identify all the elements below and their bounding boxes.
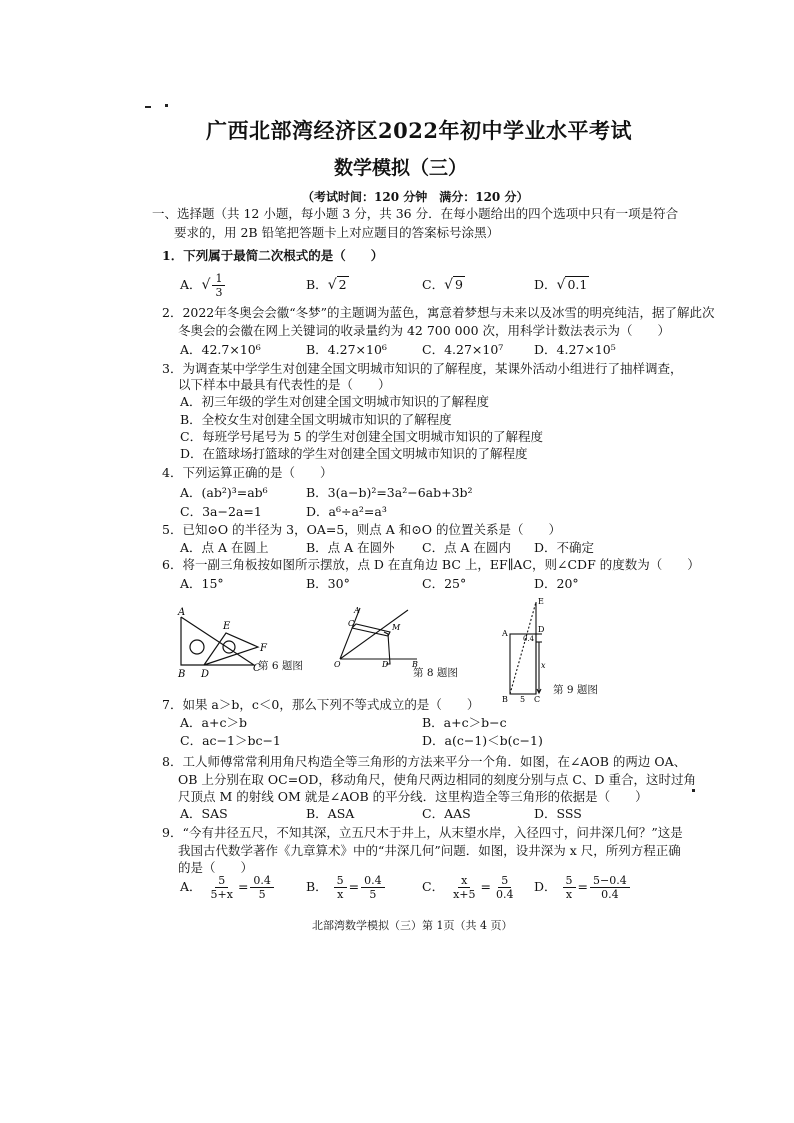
figure-8 xyxy=(332,604,422,669)
question-3-option-c: C．每班学号尾号为 5 的学生对创建全国文明城市知识的了解程度 xyxy=(180,429,543,444)
label-5: 5 xyxy=(520,695,526,704)
label-b: B xyxy=(178,669,186,680)
question-2-stem: 2．2022年冬奥会会徽“冬梦”的主题调为蓝色，寓意着梦想与未来以及冰雪的明亮纯洁，据了解此次 xyxy=(162,305,715,320)
question-9-stem: 的是（ ） xyxy=(178,860,254,875)
label-e: E xyxy=(223,621,231,632)
question-6-option-a: A．15° xyxy=(180,576,224,591)
question-2-option-a: A．42.7×10⁶ xyxy=(180,342,261,357)
question-4-option-d: D．a⁶÷a²=a³ xyxy=(306,504,387,519)
label-e: E xyxy=(538,597,544,606)
question-1-option-c: C．√ 9 xyxy=(422,277,463,293)
triangle-hole xyxy=(190,640,204,654)
scan-mark xyxy=(692,789,695,792)
question-3-option-b: B．全校女生对创建全国文明城市知识的了解程度 xyxy=(180,412,452,427)
question-6-option-c: C．25° xyxy=(422,576,467,591)
question-2-option-c: C．4.27×10⁷ xyxy=(422,342,504,357)
question-8-option-c: C．AAS xyxy=(422,806,471,821)
ray-om xyxy=(340,610,408,659)
question-4-option-b: B．3(a−b)²=3a²−6ab+3b² xyxy=(306,485,473,500)
well xyxy=(510,634,536,694)
question-5-option-b: B．点 A 在圆外 xyxy=(306,540,395,555)
section-heading: 要求的，用 2B 铅笔把答题卡上对应题目的答案标号涂黑） xyxy=(174,225,500,240)
question-9-option-c: C． $\frac{x}{x+5}$ = $\frac{5}{0.4}$ xyxy=(422,874,514,901)
label-m: M xyxy=(392,623,401,632)
question-7-option-c: C．ac−1＞bc−1 xyxy=(180,733,281,748)
question-7-stem: 7．如果 a＞b，c＜0，那么下列不等式成立的是（ ） xyxy=(162,697,480,712)
label-f: F xyxy=(260,643,267,654)
label-x: x xyxy=(541,661,546,670)
question-9-stem: 9．“今有井径五尺，不知其深，立五尺木于井上，从末望水岸，入径四寸，问井深几何？”这是 xyxy=(162,825,683,840)
question-2-option-d: D．4.27×10⁵ xyxy=(534,342,616,357)
question-1-option-b: B．√ 2 xyxy=(306,277,347,293)
question-8-option-a: A．SAS xyxy=(180,806,228,821)
question-6-option-b: B．30° xyxy=(306,576,350,591)
scan-mark xyxy=(165,104,168,107)
exam-info: （考试时间：120 分钟 满分：120 分） xyxy=(302,190,529,204)
question-3-option-d: D．在篮球场打篮球的学生对创建全国文明城市知识的了解程度 xyxy=(180,446,528,461)
scan-mark xyxy=(145,106,151,108)
question-3-stem: 以下样本中最具有代表性的是（ ） xyxy=(178,377,391,392)
question-6-stem: 6．将一副三角板按如图所示摆放，点 D 在直角边 BC 上，EF∥AC，则∠CDF 的度数为（ ） xyxy=(162,557,700,572)
label-c: C xyxy=(348,619,355,628)
label-d: D xyxy=(538,625,545,634)
figure-9-caption: 第 9 题图 xyxy=(553,684,598,696)
question-8-stem: 尺顶点 M 的射线 OM 就是∠AOB 的平分线．这里构造全等三角形的依据是（ ） xyxy=(178,789,648,804)
question-2-stem: 冬奥会的会徽在网上关键词的收录量约为 42 700 000 次，用科学计数法表示为（ ） xyxy=(178,323,671,338)
question-1-option-d: D．√ 0.1 xyxy=(534,277,588,293)
question-1-stem: 1．下列属于最简二次根式的是（ ） xyxy=(162,248,384,263)
figure-8-caption: 第 8 题图 xyxy=(413,667,458,679)
question-5-stem: 5．已知⊙O 的半径为 3，OA=5，则点 A 和⊙O 的位置关系是（ ） xyxy=(162,522,561,537)
label-c: C xyxy=(534,695,541,704)
sight-line xyxy=(510,602,536,694)
question-4-stem: 4．下列运算正确的是（ ） xyxy=(162,465,333,480)
question-9-option-b: B． $\frac{5}{x}$ = $\frac{0.4}{5}$ xyxy=(306,874,387,901)
question-4-option-c: C．3a−2a=1 xyxy=(180,504,262,519)
label-a: A xyxy=(354,606,360,615)
question-7-option-b: B．a+c＞b−c xyxy=(422,715,507,730)
exam-title: 广西北部湾经济区2022年初中学业水平考试 xyxy=(206,118,632,143)
carpenter-square xyxy=(352,624,390,636)
question-3-stem: 3．为调查某中学学生对创建全国文明城市知识的了解程度，某课外活动小组进行了抽样调查， xyxy=(162,361,683,376)
label-d: D xyxy=(382,660,389,669)
question-5-option-c: C．点 A 在圆内 xyxy=(422,540,512,555)
label-a: A xyxy=(178,607,186,618)
label-o: O xyxy=(334,660,341,669)
exam-subtitle: 数学模拟（三） xyxy=(334,157,468,179)
question-4-option-a: A．(ab²)³=ab⁶ xyxy=(180,485,268,500)
figure-9 xyxy=(498,594,560,706)
figure-6-caption: 第 6 题图 xyxy=(258,660,303,672)
question-8-stem: OB 上分别在取 OC=OD，移动角尺，使角尺两边相同的刻度分别与点 C、D 重合，这时过角 xyxy=(178,772,696,787)
question-9-option-d: D． $\frac{5}{x}$ = $\frac{5-0.4}{0.4}$ xyxy=(534,874,632,901)
page-footer: 北部湾数学模拟（三）第 1页（共 4 页） xyxy=(312,919,513,932)
label-a: A xyxy=(502,629,508,638)
question-7-option-d: D．a(c−1)＜b(c−1) xyxy=(422,733,543,748)
label-b: B xyxy=(412,660,418,669)
triangle-hole xyxy=(223,641,235,653)
label-c: C xyxy=(253,663,261,674)
question-7-option-a: A．a+c＞b xyxy=(180,715,247,730)
question-9-stem: 我国古代数学著作《九章算术》中的“井深几何”问题．如图，设井深为 x 尺，所列方程正确 xyxy=(178,843,681,858)
label-d: D xyxy=(201,669,210,680)
question-5-option-d: D．不确定 xyxy=(534,540,595,555)
question-1-option-a: A．√ $\frac{1}{3}$ xyxy=(180,272,227,299)
question-9-option-a: A． $\frac{5}{5+x}$ = $\frac{0.4}{5}$ xyxy=(180,874,276,901)
question-8-option-d: D．SSS xyxy=(534,806,582,821)
question-5-option-a: A．点 A 在圆上 xyxy=(180,540,269,555)
label-b: B xyxy=(502,695,508,704)
question-3-option-a: A．初三年级的学生对创建全国文明城市知识的了解程度 xyxy=(180,394,490,409)
question-8-stem: 8．工人师傅常常利用角尺构造全等三角形的方法来平分一个角．如图，在∠AOB 的两边 OA、 xyxy=(162,754,687,769)
question-8-option-b: B．ASA xyxy=(306,806,355,821)
section-heading: 一、选择题（共 12 小题，每小题 3 分，共 36 分．在每小题给出的四个选项中只有一项是符合 xyxy=(152,206,679,221)
question-2-option-b: B．4.27×10⁶ xyxy=(306,342,387,357)
label-0-4: 0.4 xyxy=(523,635,535,643)
question-6-option-d: D．20° xyxy=(534,576,579,591)
